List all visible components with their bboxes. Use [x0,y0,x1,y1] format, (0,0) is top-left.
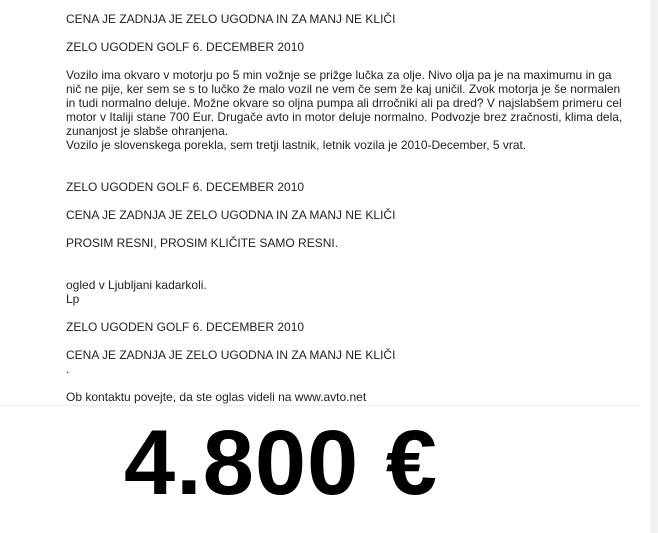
price-notice-repeat-2: CENA JE ZADNJA JE ZELO UGODNA IN ZA MANJ NE KLIČI [66,348,396,362]
viewing-location: ogled v Ljubljani kadarkoli. [66,278,207,292]
price-label: 4.800 € [124,412,438,514]
ad-headline-repeat: ZELO UGODEN GOLF 6. DECEMBER 2010 [66,180,305,194]
trailing-dot: . [66,362,70,376]
divider [0,405,640,406]
contact-note: Ob kontaktu povejte, da ste oglas videli na www.avto.net [66,390,367,404]
description-line: motor v Italiji stane 700 Eur. Drugače avto in motor deluje normalno. Podvozje brez zračnosti, klima dela, [66,110,623,124]
ad-description [66,12,646,404]
sign-off: Lp [66,292,80,306]
description-line: nič ne pije, ker sem se s to lučko že malo vozil ne vem če sem že kaj uničil. Zvok motorja je še normalen [66,82,621,96]
description-line: Vozilo je slovenskega porekla, sem tretji lastnik, letnik vozila je 2010-December, 5 vrat. [66,138,527,152]
serious-buyers-notice: PROSIM RESNI, PROSIM KLIČITE SAMO RESNI. [66,236,339,250]
description-line: zunanjost je slabše ohranjena. [66,124,229,138]
ad-headline-repeat-2: ZELO UGODEN GOLF 6. DECEMBER 2010 [66,320,305,334]
description-line: Vozilo ima okvaro v motorju po 5 min vožnje se prižge lučka za olje. Nivo olja pa je na maximumu in ga [66,68,612,82]
price-notice: CENA JE ZADNJA JE ZELO UGODNA IN ZA MANJ NE KLIČI [66,12,396,26]
description-line: in tudi normalno deluje. Možne okvare so oljna pumpa ali drročniki ali pa dred? V najslabšem primeru cel [66,96,622,110]
page-edge [650,0,658,533]
price-notice-repeat: CENA JE ZADNJA JE ZELO UGODNA IN ZA MANJ NE KLIČI [66,208,396,222]
ad-headline: ZELO UGODEN GOLF 6. DECEMBER 2010 [66,40,305,54]
